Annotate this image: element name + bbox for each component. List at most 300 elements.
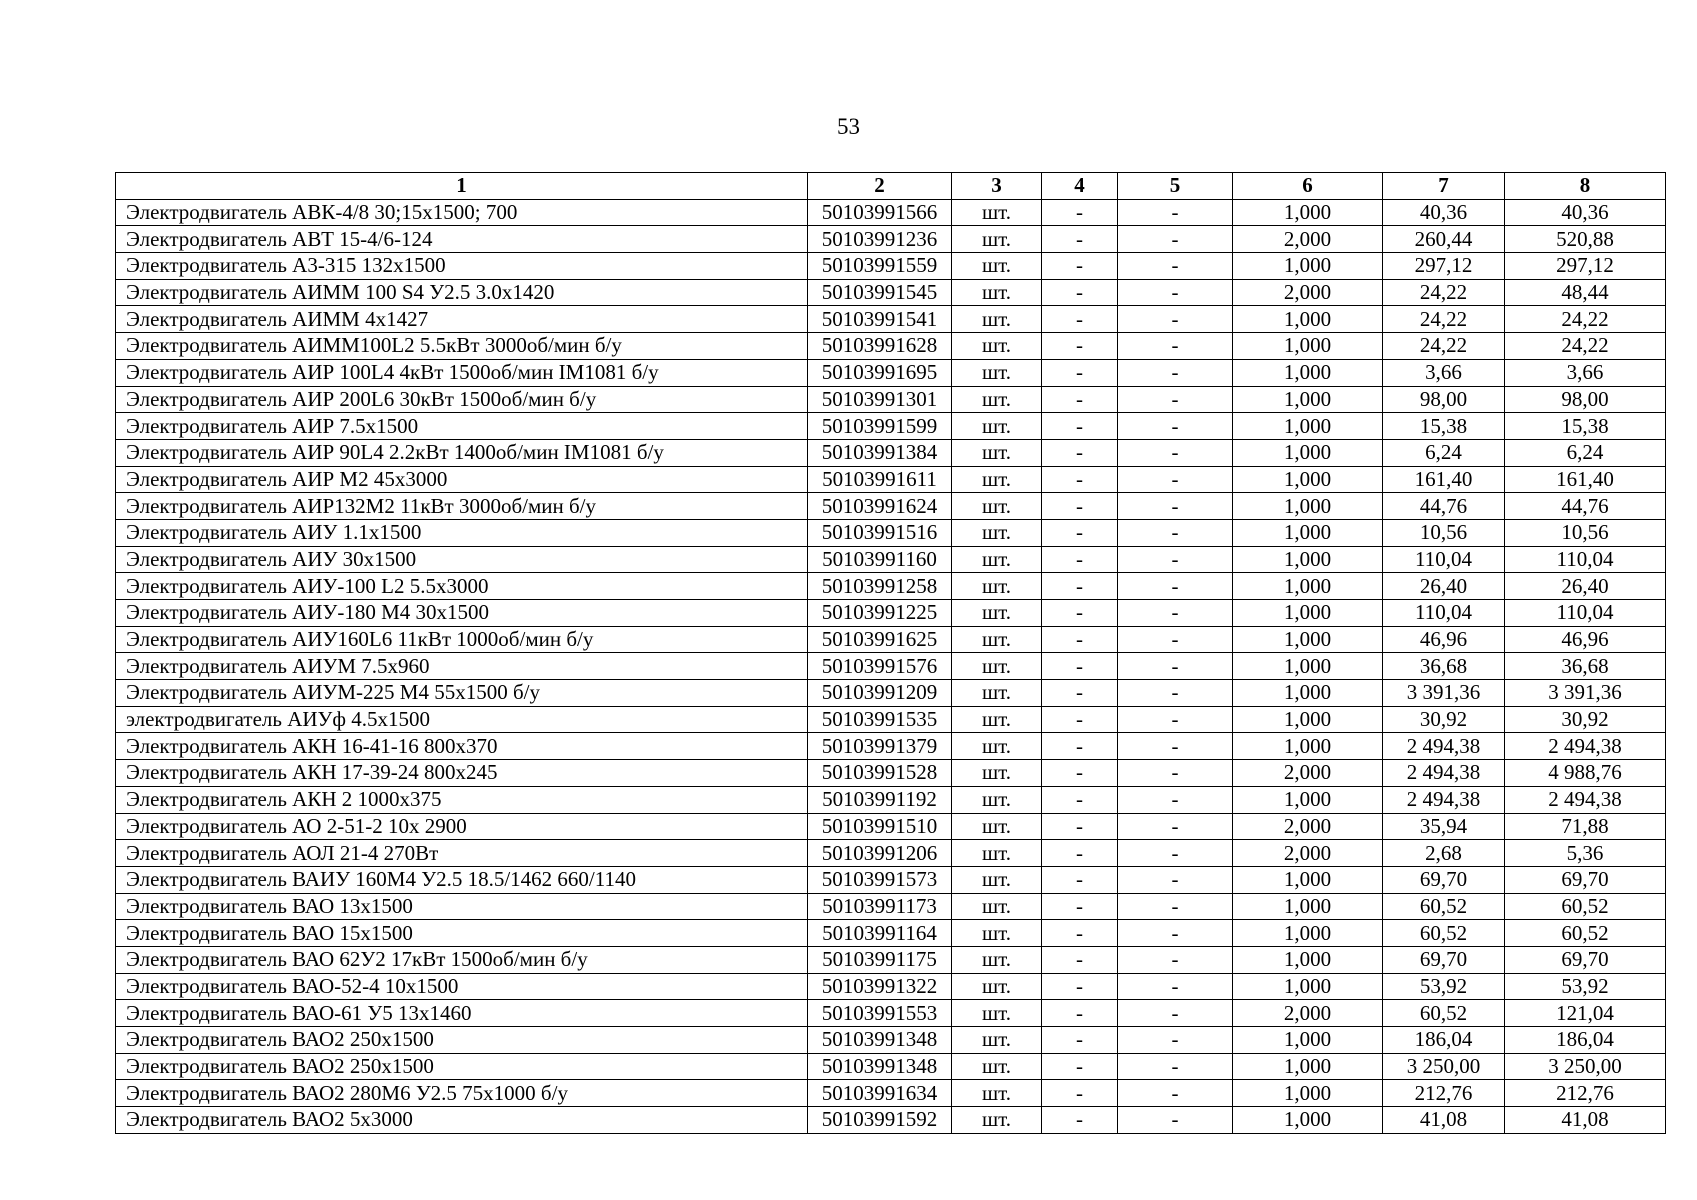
price-cell: 41,08 <box>1383 1107 1505 1134</box>
item-name-cell: Электродвигатель АИУ160L6 11кВт 1000об/мин б/у <box>116 626 808 653</box>
col-4-cell: - <box>1042 1080 1118 1107</box>
item-name-cell: Электродвигатель АКН 16-41-16 800х370 <box>116 733 808 760</box>
col-5-cell: - <box>1118 680 1233 707</box>
quantity-cell: 1,000 <box>1233 706 1383 733</box>
unit-cell: шт. <box>952 733 1042 760</box>
col-4-cell: - <box>1042 226 1118 253</box>
item-name-cell: электродвигатель АИУф 4.5х1500 <box>116 706 808 733</box>
quantity-cell: 2,000 <box>1233 1000 1383 1027</box>
table-row <box>116 199 1666 226</box>
quantity-cell: 1,000 <box>1233 306 1383 333</box>
item-name-cell: Электродвигатель АО 2-51-2 10х 2900 <box>116 813 808 840</box>
item-name-cell: Электродвигатель ВАО 15х1500 <box>116 920 808 947</box>
item-name-cell: Электродвигатель АИУМ-225 М4 55х1500 б/у <box>116 680 808 707</box>
item-code-cell: 50103991516 <box>808 519 952 546</box>
unit-cell: шт. <box>952 199 1042 226</box>
price-cell: 24,22 <box>1383 279 1505 306</box>
item-code-cell: 50103991160 <box>808 546 952 573</box>
item-code-cell: 50103991611 <box>808 466 952 493</box>
amount-cell: 110,04 <box>1505 546 1666 573</box>
amount-cell: 30,92 <box>1505 706 1666 733</box>
amount-cell: 46,96 <box>1505 626 1666 653</box>
amount-cell: 53,92 <box>1505 973 1666 1000</box>
unit-cell: шт. <box>952 1053 1042 1080</box>
table-row <box>116 600 1666 627</box>
quantity-cell: 1,000 <box>1233 653 1383 680</box>
item-name-cell: Электродвигатель ВАО2 250х1500 <box>116 1027 808 1054</box>
column-header: 3 <box>952 173 1042 200</box>
price-cell: 297,12 <box>1383 253 1505 280</box>
table-body <box>116 199 1666 1133</box>
col-5-cell: - <box>1118 600 1233 627</box>
price-cell: 40,36 <box>1383 199 1505 226</box>
price-cell: 110,04 <box>1383 546 1505 573</box>
item-code-cell: 50103991573 <box>808 866 952 893</box>
table-row <box>116 466 1666 493</box>
col-5-cell: - <box>1118 1107 1233 1134</box>
col-5-cell: - <box>1118 840 1233 867</box>
table-row <box>116 386 1666 413</box>
column-header: 2 <box>808 173 952 200</box>
unit-cell: шт. <box>952 946 1042 973</box>
table-row <box>116 1053 1666 1080</box>
item-name-cell: Электродвигатель АИУ 30х1500 <box>116 546 808 573</box>
amount-cell: 26,40 <box>1505 573 1666 600</box>
item-code-cell: 50103991209 <box>808 680 952 707</box>
unit-cell: шт. <box>952 439 1042 466</box>
unit-cell: шт. <box>952 760 1042 787</box>
col-4-cell: - <box>1042 840 1118 867</box>
col-5-cell: - <box>1118 893 1233 920</box>
price-cell: 2 494,38 <box>1383 733 1505 760</box>
unit-cell: шт. <box>952 973 1042 1000</box>
quantity-cell: 1,000 <box>1233 626 1383 653</box>
col-5-cell: - <box>1118 439 1233 466</box>
amount-cell: 6,24 <box>1505 439 1666 466</box>
amount-cell: 41,08 <box>1505 1107 1666 1134</box>
col-5-cell: - <box>1118 1027 1233 1054</box>
price-cell: 60,52 <box>1383 920 1505 947</box>
quantity-cell: 2,000 <box>1233 279 1383 306</box>
price-cell: 30,92 <box>1383 706 1505 733</box>
unit-cell: шт. <box>952 519 1042 546</box>
col-5-cell: - <box>1118 306 1233 333</box>
col-5-cell: - <box>1118 573 1233 600</box>
col-5-cell: - <box>1118 706 1233 733</box>
price-cell: 15,38 <box>1383 413 1505 440</box>
quantity-cell: 2,000 <box>1233 840 1383 867</box>
quantity-cell: 1,000 <box>1233 920 1383 947</box>
quantity-cell: 1,000 <box>1233 733 1383 760</box>
quantity-cell: 1,000 <box>1233 466 1383 493</box>
col-4-cell: - <box>1042 413 1118 440</box>
inventory-table <box>115 172 1666 1134</box>
amount-cell: 36,68 <box>1505 653 1666 680</box>
item-code-cell: 50103991624 <box>808 493 952 520</box>
col-4-cell: - <box>1042 279 1118 306</box>
item-code-cell: 50103991173 <box>808 893 952 920</box>
item-name-cell: Электродвигатель АИУ-180 М4 30х1500 <box>116 600 808 627</box>
price-cell: 24,22 <box>1383 333 1505 360</box>
item-code-cell: 50103991559 <box>808 253 952 280</box>
item-code-cell: 50103991576 <box>808 653 952 680</box>
col-4-cell: - <box>1042 546 1118 573</box>
price-cell: 3 250,00 <box>1383 1053 1505 1080</box>
item-name-cell: Электродвигатель АИММ100L2 5.5кВт 3000об/мин б/у <box>116 333 808 360</box>
amount-cell: 297,12 <box>1505 253 1666 280</box>
unit-cell: шт. <box>952 920 1042 947</box>
amount-cell: 186,04 <box>1505 1027 1666 1054</box>
col-4-cell: - <box>1042 733 1118 760</box>
item-code-cell: 50103991192 <box>808 786 952 813</box>
item-code-cell: 50103991599 <box>808 413 952 440</box>
col-4-cell: - <box>1042 466 1118 493</box>
col-5-cell: - <box>1118 546 1233 573</box>
col-5-cell: - <box>1118 626 1233 653</box>
item-name-cell: Электродвигатель АИММ 4х1427 <box>116 306 808 333</box>
table-row <box>116 813 1666 840</box>
column-header: 5 <box>1118 173 1233 200</box>
unit-cell: шт. <box>952 279 1042 306</box>
amount-cell: 5,36 <box>1505 840 1666 867</box>
price-cell: 60,52 <box>1383 1000 1505 1027</box>
item-code-cell: 50103991258 <box>808 573 952 600</box>
table-row <box>116 439 1666 466</box>
unit-cell: шт. <box>952 573 1042 600</box>
price-cell: 161,40 <box>1383 466 1505 493</box>
item-name-cell: Электродвигатель АИУМ 7.5х960 <box>116 653 808 680</box>
table-row <box>116 680 1666 707</box>
item-name-cell: Электродвигатель АИР М2 45х3000 <box>116 466 808 493</box>
table-row <box>116 920 1666 947</box>
item-code-cell: 50103991528 <box>808 760 952 787</box>
table-row <box>116 706 1666 733</box>
col-5-cell: - <box>1118 973 1233 1000</box>
unit-cell: шт. <box>952 680 1042 707</box>
amount-cell: 110,04 <box>1505 600 1666 627</box>
unit-cell: шт. <box>952 626 1042 653</box>
col-4-cell: - <box>1042 519 1118 546</box>
quantity-cell: 1,000 <box>1233 1080 1383 1107</box>
col-4-cell: - <box>1042 573 1118 600</box>
table-row <box>116 413 1666 440</box>
col-4-cell: - <box>1042 1000 1118 1027</box>
amount-cell: 10,56 <box>1505 519 1666 546</box>
col-5-cell: - <box>1118 1000 1233 1027</box>
quantity-cell: 1,000 <box>1233 573 1383 600</box>
table-row <box>116 253 1666 280</box>
price-cell: 98,00 <box>1383 386 1505 413</box>
col-4-cell: - <box>1042 1053 1118 1080</box>
table-row <box>116 573 1666 600</box>
col-5-cell: - <box>1118 226 1233 253</box>
table-row <box>116 546 1666 573</box>
col-4-cell: - <box>1042 386 1118 413</box>
col-4-cell: - <box>1042 253 1118 280</box>
quantity-cell: 1,000 <box>1233 680 1383 707</box>
unit-cell: шт. <box>952 840 1042 867</box>
item-code-cell: 50103991541 <box>808 306 952 333</box>
amount-cell: 2 494,38 <box>1505 786 1666 813</box>
item-name-cell: Электродвигатель АИР132М2 11кВт 3000об/мин б/у <box>116 493 808 520</box>
item-code-cell: 50103991625 <box>808 626 952 653</box>
col-5-cell: - <box>1118 653 1233 680</box>
amount-cell: 48,44 <box>1505 279 1666 306</box>
unit-cell: шт. <box>952 466 1042 493</box>
table-row <box>116 946 1666 973</box>
item-code-cell: 50103991566 <box>808 199 952 226</box>
item-name-cell: Электродвигатель ВАО-52-4 10х1500 <box>116 973 808 1000</box>
quantity-cell: 1,000 <box>1233 786 1383 813</box>
col-5-cell: - <box>1118 386 1233 413</box>
item-code-cell: 50103991634 <box>808 1080 952 1107</box>
table-row <box>116 519 1666 546</box>
price-cell: 6,24 <box>1383 439 1505 466</box>
col-5-cell: - <box>1118 733 1233 760</box>
table-row <box>116 786 1666 813</box>
col-4-cell: - <box>1042 600 1118 627</box>
item-name-cell: Электродвигатель ВАО2 250х1500 <box>116 1053 808 1080</box>
col-5-cell: - <box>1118 1080 1233 1107</box>
item-code-cell: 50103991628 <box>808 333 952 360</box>
amount-cell: 3 250,00 <box>1505 1053 1666 1080</box>
price-cell: 44,76 <box>1383 493 1505 520</box>
price-cell: 10,56 <box>1383 519 1505 546</box>
price-cell: 53,92 <box>1383 973 1505 1000</box>
header-row <box>116 173 1666 200</box>
unit-cell: шт. <box>952 386 1042 413</box>
price-cell: 60,52 <box>1383 893 1505 920</box>
unit-cell: шт. <box>952 866 1042 893</box>
column-header: 7 <box>1383 173 1505 200</box>
quantity-cell: 1,000 <box>1233 893 1383 920</box>
price-cell: 35,94 <box>1383 813 1505 840</box>
page-number: 53 <box>837 114 860 139</box>
col-4-cell: - <box>1042 813 1118 840</box>
quantity-cell: 1,000 <box>1233 1053 1383 1080</box>
item-code-cell: 50103991175 <box>808 946 952 973</box>
col-5-cell: - <box>1118 786 1233 813</box>
col-5-cell: - <box>1118 920 1233 947</box>
item-name-cell: Электродвигатель АИР 7.5х1500 <box>116 413 808 440</box>
col-5-cell: - <box>1118 413 1233 440</box>
quantity-cell: 1,000 <box>1233 546 1383 573</box>
item-code-cell: 50103991545 <box>808 279 952 306</box>
unit-cell: шт. <box>952 1027 1042 1054</box>
quantity-cell: 1,000 <box>1233 1027 1383 1054</box>
item-name-cell: Электродвигатель АИР 200L6 30кВт 1500об/мин б/у <box>116 386 808 413</box>
table-row <box>116 760 1666 787</box>
item-name-cell: Электродвигатель АВТ 15-4/6-124 <box>116 226 808 253</box>
unit-cell: шт. <box>952 333 1042 360</box>
amount-cell: 3,66 <box>1505 359 1666 386</box>
amount-cell: 44,76 <box>1505 493 1666 520</box>
table-row <box>116 1080 1666 1107</box>
unit-cell: шт. <box>952 813 1042 840</box>
amount-cell: 520,88 <box>1505 226 1666 253</box>
unit-cell: шт. <box>952 893 1042 920</box>
unit-cell: шт. <box>952 306 1042 333</box>
table-row <box>116 493 1666 520</box>
unit-cell: шт. <box>952 1080 1042 1107</box>
col-5-cell: - <box>1118 866 1233 893</box>
item-name-cell: Электродвигатель ВАО2 5х3000 <box>116 1107 808 1134</box>
price-cell: 24,22 <box>1383 306 1505 333</box>
col-5-cell: - <box>1118 760 1233 787</box>
quantity-cell: 1,000 <box>1233 1107 1383 1134</box>
quantity-cell: 1,000 <box>1233 333 1383 360</box>
item-name-cell: Электродвигатель АИУ-100 L2 5.5х3000 <box>116 573 808 600</box>
price-cell: 110,04 <box>1383 600 1505 627</box>
col-5-cell: - <box>1118 813 1233 840</box>
price-cell: 2 494,38 <box>1383 760 1505 787</box>
quantity-cell: 1,000 <box>1233 519 1383 546</box>
column-header: 8 <box>1505 173 1666 200</box>
item-code-cell: 50103991695 <box>808 359 952 386</box>
amount-cell: 121,04 <box>1505 1000 1666 1027</box>
quantity-cell: 1,000 <box>1233 946 1383 973</box>
item-name-cell: Электродвигатель АИУ 1.1х1500 <box>116 519 808 546</box>
item-name-cell: Электродвигатель АКН 2 1000х375 <box>116 786 808 813</box>
item-name-cell: Электродвигатель АОЛ 21-4 270Вт <box>116 840 808 867</box>
col-4-cell: - <box>1042 680 1118 707</box>
col-5-cell: - <box>1118 946 1233 973</box>
item-code-cell: 50103991236 <box>808 226 952 253</box>
amount-cell: 98,00 <box>1505 386 1666 413</box>
item-name-cell: Электродвигатель А3-315 132х1500 <box>116 253 808 280</box>
price-cell: 69,70 <box>1383 946 1505 973</box>
amount-cell: 69,70 <box>1505 946 1666 973</box>
table-row <box>116 626 1666 653</box>
col-4-cell: - <box>1042 760 1118 787</box>
unit-cell: шт. <box>952 413 1042 440</box>
item-code-cell: 50103991301 <box>808 386 952 413</box>
item-code-cell: 50103991206 <box>808 840 952 867</box>
item-code-cell: 50103991164 <box>808 920 952 947</box>
col-4-cell: - <box>1042 493 1118 520</box>
col-4-cell: - <box>1042 359 1118 386</box>
quantity-cell: 1,000 <box>1233 386 1383 413</box>
quantity-cell: 1,000 <box>1233 413 1383 440</box>
quantity-cell: 1,000 <box>1233 600 1383 627</box>
table-row <box>116 653 1666 680</box>
table-row <box>116 973 1666 1000</box>
quantity-cell: 1,000 <box>1233 199 1383 226</box>
quantity-cell: 2,000 <box>1233 226 1383 253</box>
amount-cell: 15,38 <box>1505 413 1666 440</box>
column-header: 4 <box>1042 173 1118 200</box>
amount-cell: 212,76 <box>1505 1080 1666 1107</box>
unit-cell: шт. <box>952 546 1042 573</box>
col-4-cell: - <box>1042 786 1118 813</box>
amount-cell: 69,70 <box>1505 866 1666 893</box>
table-row <box>116 1000 1666 1027</box>
col-4-cell: - <box>1042 199 1118 226</box>
item-name-cell: Электродвигатель ВАИУ 160М4 У2.5 18.5/1462 660/1140 <box>116 866 808 893</box>
table-row <box>116 1027 1666 1054</box>
column-header: 6 <box>1233 173 1383 200</box>
item-code-cell: 50103991348 <box>808 1027 952 1054</box>
table-row <box>116 733 1666 760</box>
col-5-cell: - <box>1118 199 1233 226</box>
col-5-cell: - <box>1118 359 1233 386</box>
quantity-cell: 1,000 <box>1233 866 1383 893</box>
item-code-cell: 50103991322 <box>808 973 952 1000</box>
price-cell: 186,04 <box>1383 1027 1505 1054</box>
unit-cell: шт. <box>952 253 1042 280</box>
unit-cell: шт. <box>952 653 1042 680</box>
item-name-cell: Электродвигатель АВК-4/8 30;15х1500; 700 <box>116 199 808 226</box>
col-5-cell: - <box>1118 466 1233 493</box>
item-name-cell: Электродвигатель АИР 90L4 2.2кВт 1400об/мин IM1081 б/у <box>116 439 808 466</box>
amount-cell: 3 391,36 <box>1505 680 1666 707</box>
item-name-cell: Электродвигатель ВАО 13х1500 <box>116 893 808 920</box>
col-4-cell: - <box>1042 866 1118 893</box>
table-row <box>116 279 1666 306</box>
item-code-cell: 50103991535 <box>808 706 952 733</box>
unit-cell: шт. <box>952 600 1042 627</box>
price-cell: 260,44 <box>1383 226 1505 253</box>
amount-cell: 4 988,76 <box>1505 760 1666 787</box>
price-cell: 3 391,36 <box>1383 680 1505 707</box>
col-4-cell: - <box>1042 306 1118 333</box>
unit-cell: шт. <box>952 226 1042 253</box>
item-code-cell: 50103991348 <box>808 1053 952 1080</box>
quantity-cell: 1,000 <box>1233 973 1383 1000</box>
col-4-cell: - <box>1042 946 1118 973</box>
col-4-cell: - <box>1042 626 1118 653</box>
amount-cell: 60,52 <box>1505 893 1666 920</box>
item-name-cell: Электродвигатель ВАО2 280М6 У2.5 75х1000 б/у <box>116 1080 808 1107</box>
quantity-cell: 2,000 <box>1233 760 1383 787</box>
col-4-cell: - <box>1042 920 1118 947</box>
table-row <box>116 866 1666 893</box>
col-5-cell: - <box>1118 253 1233 280</box>
unit-cell: шт. <box>952 1000 1042 1027</box>
item-code-cell: 50103991225 <box>808 600 952 627</box>
unit-cell: шт. <box>952 1107 1042 1134</box>
table-row <box>116 226 1666 253</box>
col-4-cell: - <box>1042 1107 1118 1134</box>
col-4-cell: - <box>1042 333 1118 360</box>
amount-cell: 24,22 <box>1505 333 1666 360</box>
item-name-cell: Электродвигатель АКН 17-39-24 800х245 <box>116 760 808 787</box>
item-code-cell: 50103991510 <box>808 813 952 840</box>
item-code-cell: 50103991553 <box>808 1000 952 1027</box>
price-cell: 3,66 <box>1383 359 1505 386</box>
item-name-cell: Электродвигатель ВАО 62У2 17кВт 1500об/мин б/у <box>116 946 808 973</box>
column-header: 1 <box>116 173 808 200</box>
price-cell: 69,70 <box>1383 866 1505 893</box>
price-cell: 2,68 <box>1383 840 1505 867</box>
quantity-cell: 1,000 <box>1233 359 1383 386</box>
table-row <box>116 333 1666 360</box>
col-5-cell: - <box>1118 279 1233 306</box>
amount-cell: 24,22 <box>1505 306 1666 333</box>
amount-cell: 40,36 <box>1505 199 1666 226</box>
item-name-cell: Электродвигатель ВАО-61 У5 13х1460 <box>116 1000 808 1027</box>
col-5-cell: - <box>1118 1053 1233 1080</box>
amount-cell: 161,40 <box>1505 466 1666 493</box>
unit-cell: шт. <box>952 786 1042 813</box>
price-cell: 212,76 <box>1383 1080 1505 1107</box>
item-code-cell: 50103991592 <box>808 1107 952 1134</box>
item-code-cell: 50103991384 <box>808 439 952 466</box>
col-5-cell: - <box>1118 519 1233 546</box>
price-cell: 2 494,38 <box>1383 786 1505 813</box>
amount-cell: 60,52 <box>1505 920 1666 947</box>
col-5-cell: - <box>1118 493 1233 520</box>
